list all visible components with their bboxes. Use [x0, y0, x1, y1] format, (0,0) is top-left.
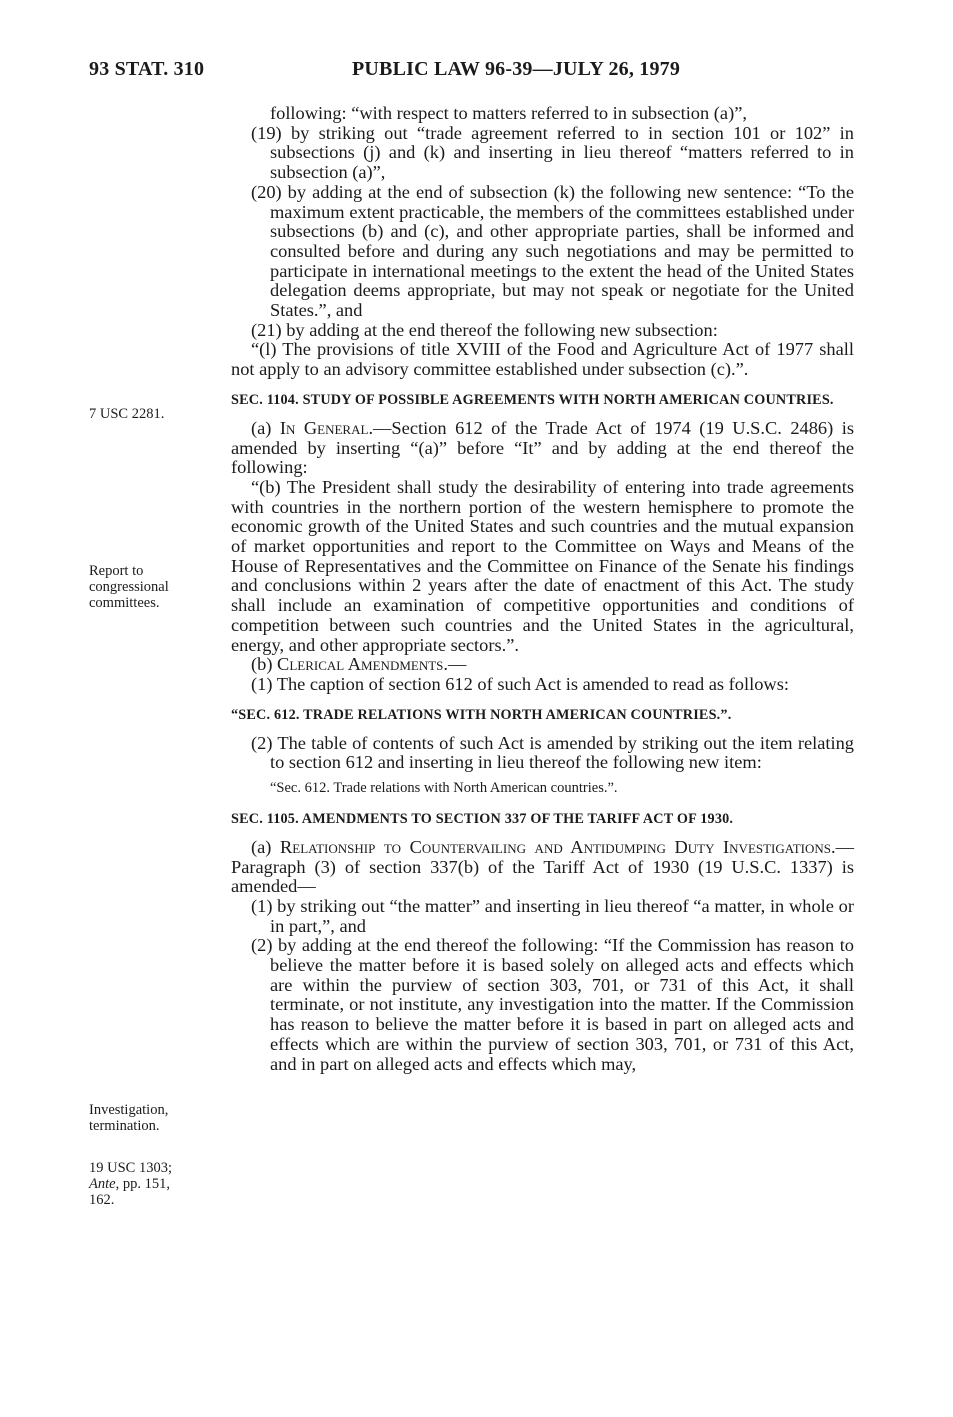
paragraph-21: (21) by adding at the end thereof the following new subsection: — [251, 319, 718, 340]
margin-note-line: termination. — [89, 1118, 160, 1134]
margin-note-line — [89, 1176, 204, 1192]
ante-word: Ante — [89, 1176, 116, 1192]
statute-page-number: 93 STAT. 310 — [89, 58, 205, 80]
subsection-a-relationship — [231, 838, 854, 897]
subsection-b-president-study: “(b) The President shall study the desirability of entering into trade agreements with countries in the northern portion of the western hemisphere to promote the economic growth of the United States and such countries and the mutual expansion of market opportunities and report to the Committee on Ways and Means of the House of Representatives and the Committee on Finance of the Senate his findings and conclusions within 2 years after the date of enactment of this Act. The study shall include an examination of competitive opportunities and conditions of competition between such countries and the United States in the agricultural, energy, and other appropriate sectors.”. — [231, 476, 854, 655]
margin-note-line: Report to — [89, 563, 144, 579]
public-law-header: PUBLIC LAW 96-39—JULY 26, 1979 — [352, 58, 681, 80]
subsection-a-general — [231, 419, 854, 478]
clerical-item-2: (2) The table of contents of such Act is amended by striking out the item relating to section 612 and inserting in lieu thereof the following new item: — [251, 732, 854, 773]
subsection-heading: Relationship to Countervailing and Antidumping Duty Investigations — [280, 836, 831, 857]
margin-note-line: congressional — [89, 579, 169, 595]
amendment-item-1: (1) by striking out “the matter” and inserting in lieu thereof “a matter, in whole or in part,”, and — [251, 895, 854, 936]
margin-note-report — [89, 563, 204, 611]
amendment-item-2: (2) by adding at the end thereof the following: “If the Commission has reason to believe the matter before it is based solely on alleged acts and effects which are within the purview of section 303, 701, or 731 of this Act, it shall terminate, or not institute, any investigation into the matter. If the Commission has reason to believe the matter before it is based in part on alleged acts and effects which are within the purview of section 303, 701, or 731 of this Act, and in part on alleged acts and effects which may, — [251, 935, 854, 1074]
section-1105-heading: SEC. 1105. AMENDMENTS TO SECTION 337 OF THE TARIFF ACT OF 1930. — [231, 810, 734, 827]
paragraph-20: (20) by adding at the end of subsection (k) the following new sentence: “To the maximum extent practicable, the members of the committees established under subsections (b) and (c), and other appropriate parties, shall be informed and consulted before and during any such negotiations and may be permitted to participate in international meetings to the extent the head of the United States delegation deems appropriate, but may not speak or negotiate for the United States.”, and — [251, 181, 854, 321]
margin-note-line: 19 USC 1303; — [89, 1160, 172, 1176]
paragraph-19: (19) by striking out “trade agreement referred to in section 101 or 102” in subsections (j) and (k) and inserting in lieu thereof “matters referred to in subsection (a)”, — [251, 122, 854, 183]
clerical-item-1: (1) The caption of section 612 of such Act is amended to read as follows: — [251, 673, 789, 694]
subsection-label: (b) — [251, 654, 278, 675]
margin-note-usc-2281: 7 USC 2281. — [89, 406, 165, 422]
margin-note-line: committees. — [89, 595, 160, 611]
subsection-text: .—Paragraph (3) of section 337(b) of the Tariff Act of 1930 (19 U.S.C. 1337) is amended— — [231, 836, 854, 897]
margin-note-line: 162. — [89, 1192, 115, 1208]
subsection-heading: In General — [279, 417, 369, 438]
table-of-contents-item: “Sec. 612. Trade relations with North American countries.”. — [270, 780, 618, 797]
margin-note-investigation — [89, 1102, 204, 1134]
subsection-b-clerical — [231, 655, 854, 675]
body-text — [231, 104, 854, 1074]
subsection-text: .—Section 612 of the Trade Act of 1974 (19 U.S.C. 2486) is amended by inserting “(a)” before “It” and by adding at the end thereof the following: — [231, 417, 854, 478]
section-612-caption: “SEC. 612. TRADE RELATIONS WITH NORTH AMERICAN COUNTRIES.”. — [231, 706, 732, 723]
subsection-heading: Clerical Amendments — [277, 654, 444, 675]
margin-note-line: Investigation, — [89, 1102, 169, 1118]
paragraph-continuation: following: “with respect to matters referred to in subsection (a)”, — [270, 103, 747, 123]
section-1104-heading: SEC. 1104. STUDY OF POSSIBLE AGREEMENTS WITH NORTH AMERICAN COUNTRIES. — [231, 391, 834, 408]
subsection-dash: .— — [443, 654, 467, 675]
subsection-label: (a) — [251, 417, 280, 438]
ante-rest: , pp. 151, — [115, 1176, 170, 1192]
margin-note-usc-1303 — [89, 1160, 204, 1208]
subsection-label: (a) — [251, 836, 280, 857]
subsection-l-text: “(l) The provisions of title XVIII of the Food and Agriculture Act of 1977 shall not apply to an advisory committee established under subsection (c).”. — [231, 339, 854, 380]
